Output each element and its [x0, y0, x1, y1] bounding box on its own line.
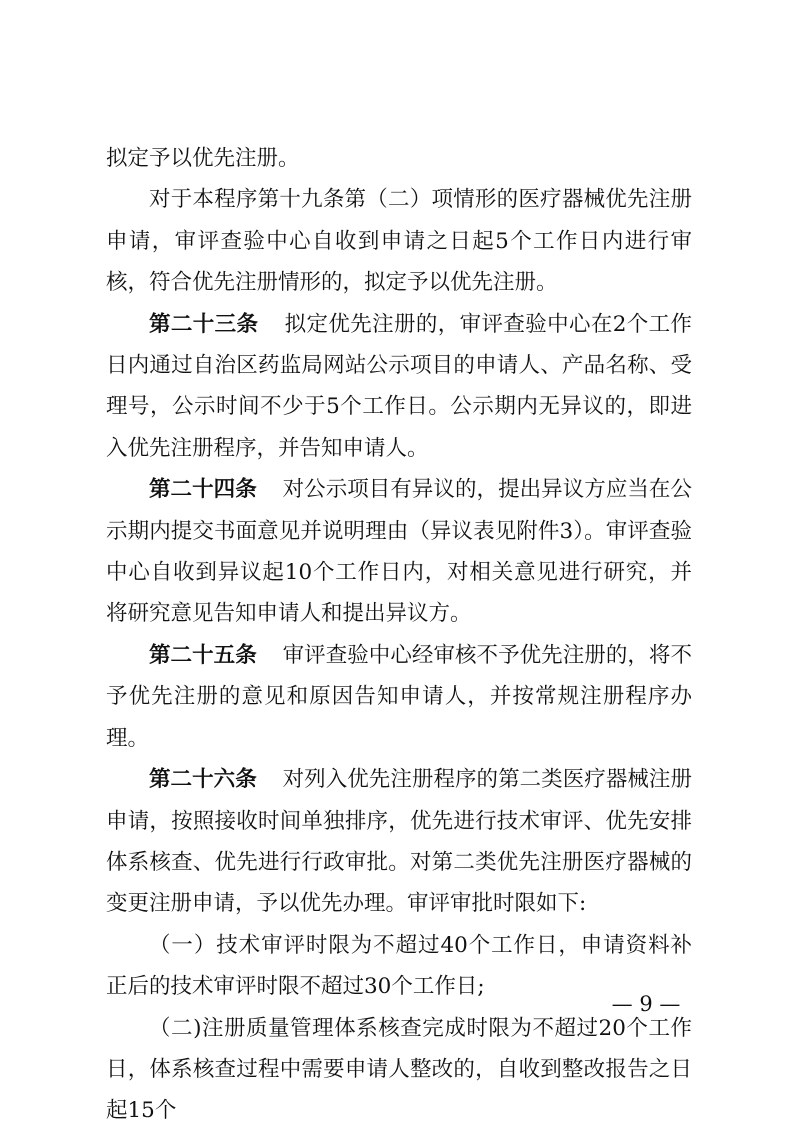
article-text: 审评查验中心经审核不予优先注册的，将不予优先注册的意见和原因告知申请人，并按常规注册程序办理。 — [106, 642, 692, 751]
article-25 — [106, 635, 692, 759]
page-number: — 9 — — [611, 992, 681, 1016]
article-heading: 第二十六条 — [149, 767, 257, 793]
article-heading: 第二十三条 — [149, 311, 259, 337]
paragraph-text: 对于本程序第十九条第（二）项情形的医疗器械优先注册申请，审评查验中心自收到申请之日起5个工作日内进行审核，符合优先注册情形的，拟定予以优先注册。 — [106, 187, 692, 296]
article-heading: 第二十五条 — [149, 642, 257, 668]
article-text: 对列入优先注册程序的第二类医疗器械注册申请，按照接收时间单独排序，优先进行技术审评、优先安排体系核查、优先进行行政审批。对第二类优先注册医疗器械的变更注册申请，予以优先办理。审评审批时限如下: — [106, 767, 692, 917]
article-24 — [106, 469, 692, 635]
article-heading: 第二十四条 — [149, 477, 257, 503]
paragraph-text: 拟定予以优先注册。 — [106, 146, 300, 171]
article-text: 拟定优先注册的，审评查验中心在2个工作日内通过自治区药监局网站公示项目的申请人、产品名称、受理号，公示时间不少于5个工作日。公示期内无异议的，即进入优先注册程序，并告知申请人。 — [106, 311, 692, 461]
article-26 — [106, 759, 692, 925]
paragraph-continuation — [106, 138, 692, 179]
article-23 — [106, 304, 692, 470]
list-item-2 — [106, 1008, 692, 1132]
article-text: 对公示项目有异议的，提出异议方应当在公示期内提交书面意见并说明理由（异议表见附件3）。审评查验中心自收到异议起10个工作日内，对相关意见进行研究，并将研究意见告知申请人和提出异议方。 — [106, 477, 692, 627]
paragraph-priority-review — [106, 179, 692, 303]
body-text — [106, 138, 692, 1132]
list-item-text: （一）技术审评时限为不超过40个工作日，申请资料补正后的技术审评时限不超过30个工作日; — [106, 932, 692, 1000]
list-item-text: （二)注册质量管理体系核查完成时限为不超过20个工作日，体系核查过程中需要申请人整改的，自收到整改报告之日起15个 — [106, 1015, 692, 1124]
